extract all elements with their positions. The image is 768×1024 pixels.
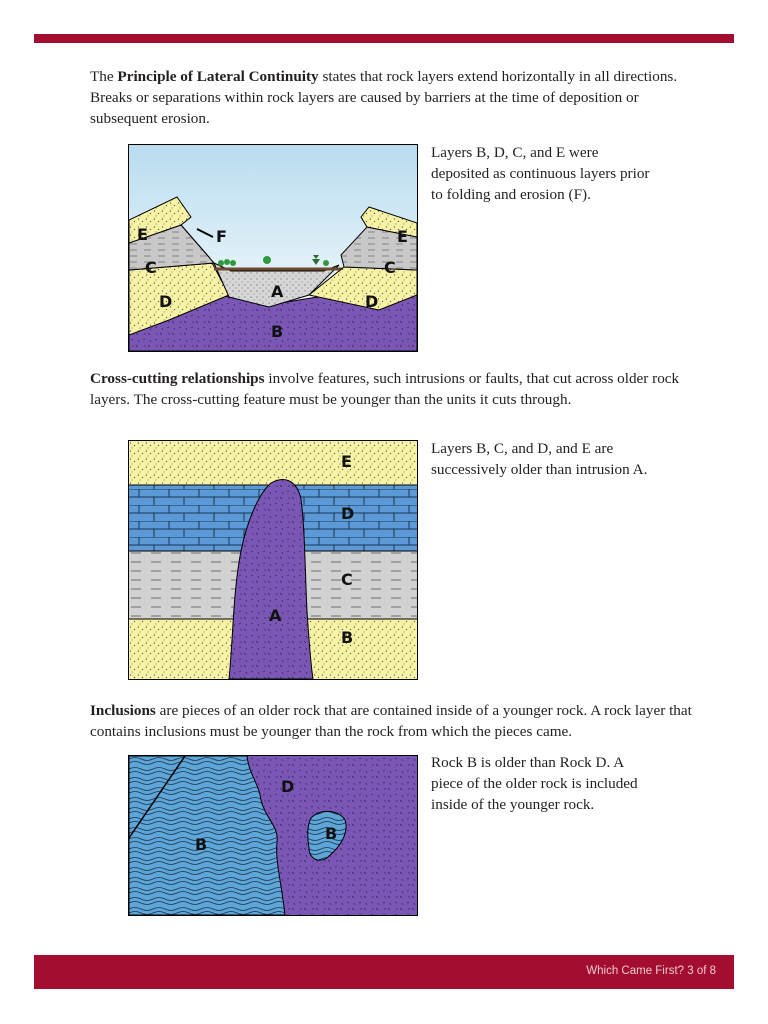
footer-page-label: Which Came First? 3 of 8: [586, 965, 716, 977]
inclusions-caption: Rock B is older than Rock D. A piece of the older rock is included inside of the younger rock.: [431, 754, 638, 813]
lead-text: The: [90, 68, 118, 85]
lateral-continuity-caption: Layers B, D, C, and E were deposited as continuous layers prior to folding and erosion (F).: [431, 144, 650, 203]
cross-cutting-figure: [128, 440, 418, 680]
term-lateral-continuity: Principle of Lateral Continuity: [117, 68, 319, 85]
term-inclusions: Inclusions: [90, 702, 156, 719]
cross-cutting-caption: Layers B, C, and D, and E are successively older than intrusion A.: [431, 440, 648, 478]
label-c: C: [341, 570, 353, 589]
label-e-left: E: [137, 225, 148, 244]
label-d-left: D: [159, 292, 173, 311]
inclusions-paragraph: [90, 700, 700, 742]
body-text: involve features, such intrusions or faults, that cut across older rock layers. The cross-cutting feature must be younger than the units it cuts through.: [90, 370, 680, 408]
label-a: A: [271, 282, 284, 301]
label-a: A: [269, 606, 282, 625]
body-text: are pieces of an older rock that are contained inside of a younger rock. A rock layer that contains inclusions must be younger than the rock from which the pieces came.: [90, 702, 692, 740]
inclusions-figure: [128, 755, 418, 916]
label-e: E: [341, 452, 352, 471]
label-c-left: C: [145, 258, 157, 277]
label-e-right: E: [397, 227, 408, 246]
label-d: D: [281, 777, 295, 796]
label-c-right: C: [384, 258, 396, 277]
top-accent-bar: [34, 34, 734, 43]
body-text: states that rock layers extend horizontally in all directions. Breaks or separations within rock layers are caused by barriers at the time of deposition or subsequent erosion.: [90, 68, 678, 127]
label-b: B: [195, 835, 208, 854]
lateral-continuity-figure: [128, 144, 418, 352]
footer-bar: [34, 955, 734, 989]
label-b: B: [271, 322, 284, 341]
lateral-continuity-paragraph: [90, 66, 700, 129]
label-b-inclusion: B: [325, 824, 338, 843]
label-f: F: [216, 227, 227, 246]
label-b: B: [341, 628, 354, 647]
label-d: D: [341, 504, 355, 523]
cross-cutting-paragraph: [90, 368, 700, 410]
term-cross-cutting: Cross-cutting relationships: [90, 370, 265, 387]
label-d-right: D: [365, 292, 379, 311]
